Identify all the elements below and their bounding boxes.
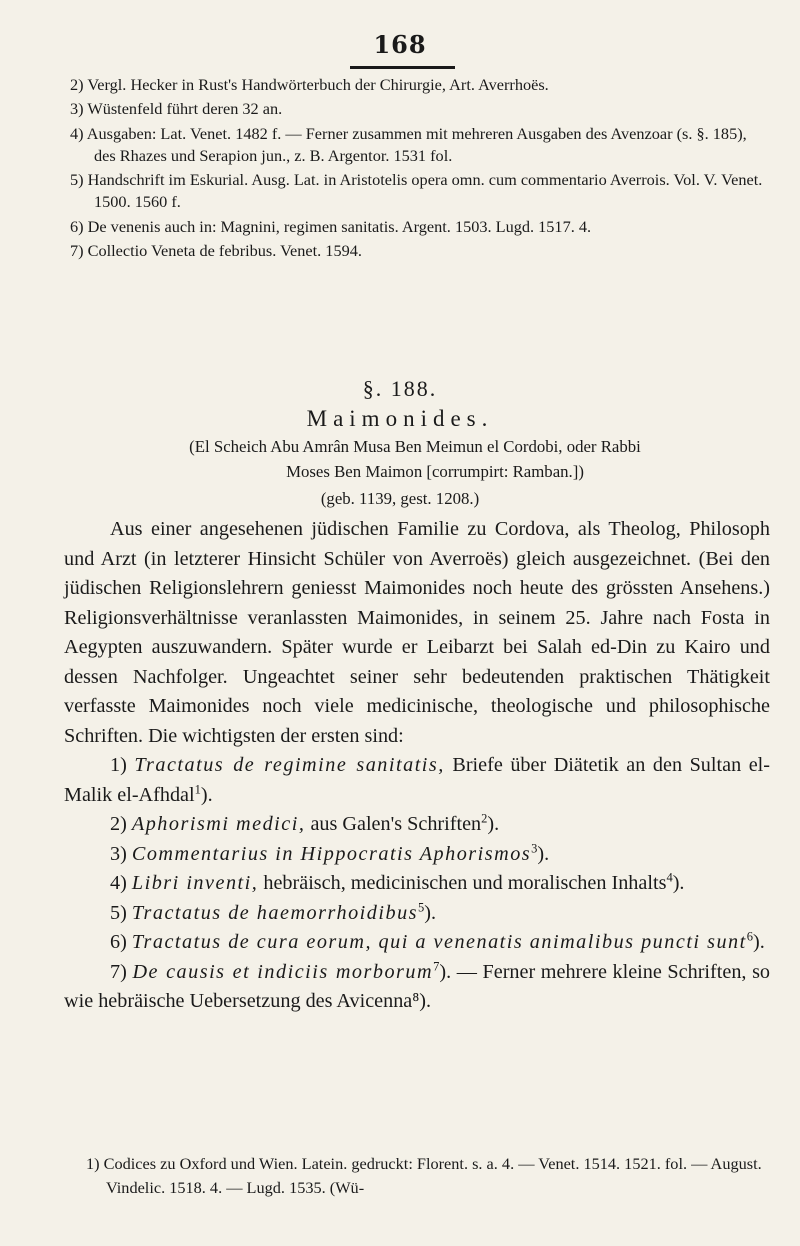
footnote-6: 6) De venenis auch in: Magnini, regimen sanitatis. Argent. 1503. Lugd. 1517. 4.	[70, 216, 592, 236]
work-title: Libri inventi,	[131, 872, 259, 894]
page-number-rule	[350, 66, 455, 69]
body-text	[64, 515, 770, 1017]
work-item-1: 1) Tractatus de regimine sanitatis, Briefe über Diätetik an den Sultan el-Malik el-Afhdal$^1$).	[64, 754, 770, 806]
main-paragraph: Aus einer angesehenen jüdischen Familie zu Cordova, als Theolog, Philosoph und Arzt (in letzterer Hinsicht Schüler von Averroës) gleich ausgezeichnet. (Bei den jüdischen Religionslehrern geniesst Maimonides noch heute des grössten Ansehens.) Religionsverhältnisse veranlassten Maimonides, in seinem 25. Jahre nach Fosta in Aegypten auszuwandern. Später wurde er Leibarzt bei Salah ed-Din zu Kairo und dessen Nachfolger. Ungeachtet seiner sehr bedeutenden praktischen Thätigkeit verfasste Maimonides noch viele medicinische, theologische und philosophische Schriften. Die wichtigsten der ersten sind:	[64, 518, 770, 747]
work-title: Commentarius in Hippocratis Aphorismos	[131, 842, 532, 865]
work-title: Tractatus de haemorrhoidibus	[131, 901, 419, 924]
work-item-2: 2) Aphorismi medici, aus Galen's Schriften$^2$).	[110, 811, 500, 835]
alt-names-line-2: Moses Ben Maimon [corrumpirt: Ramban.])	[286, 462, 584, 481]
footnotes	[86, 1152, 776, 1200]
footnote-3: 3) Wüstenfeld führt deren 32 an.	[70, 99, 283, 119]
work-item-7: 7) De causis et indiciis morborum$^7$). — Ferner mehrere kleine Schriften, so wie hebräische Uebersetzung des Avicenna⁸).	[64, 958, 771, 1012]
section-heading	[0, 374, 800, 434]
footnote-5: 5) Handschrift im Eskurial. Ausg. Lat. in Aristotelis opera omn. cum commentario Averrois. Vol. V. Venet. 1500. 1560 f.	[70, 170, 763, 212]
footnote-2: 2) Vergl. Hecker in Rust's Handwörterbuch der Chirurgie, Art. Averrhoës.	[70, 75, 549, 94]
work-item-3: 3) Commentarius in Hippocratis Aphorismos$^3$).	[110, 840, 550, 865]
work-title: Tractatus de regimine sanitatis,	[134, 754, 445, 776]
section-number: §. 188.	[362, 376, 438, 401]
section-alt-names	[58, 434, 772, 484]
life-dates: (geb. 1139, gest. 1208.)	[320, 489, 480, 508]
footnote-7: 7) Collectio Veneta de febribus. Venet. 1594.	[70, 241, 362, 261]
work-item-6: 6) Tractatus de cura eorum, qui a venenatis animalibus puncti sunt$^6$).	[110, 929, 765, 953]
work-title: Aphorismi medici,	[131, 813, 306, 835]
work-title: De causis et indiciis morborum	[132, 960, 434, 983]
work-item-5: 5) Tractatus de haemorrhoidibus$^5$).	[110, 899, 437, 924]
work-title: Tractatus de cura eorum, qui a venenatis animalibus puncti sunt	[131, 931, 747, 953]
page-number: 168	[373, 30, 427, 59]
footnote-1: 1) Codices zu Oxford und Wien. Latein. gedruckt: Florent. s. a. 4. — Venet. 1514. 1521. fol. — August. Vindelic. 1518. 4. — Lugd. 1535. (Wü-	[86, 1154, 762, 1197]
work-item-4: 4) Libri inventi, hebräisch, medicinischen und moralischen Inhalts$^4$).	[110, 870, 685, 894]
footnotes-continued	[70, 74, 770, 264]
footnote-4: 4) Ausgaben: Lat. Venet. 1482 f. — Ferner zusammen mit mehreren Ausgaben des Avenzoar (s. §. 185), des Rhazes und Serapion jun., z. B. Argentor. 1531 fol.	[70, 123, 747, 165]
section-title: Maimonides.	[306, 406, 494, 431]
alt-names-line-1: (El Scheich Abu Amrân Musa Ben Meimun el Cordobi, oder Rabbi	[189, 437, 641, 456]
